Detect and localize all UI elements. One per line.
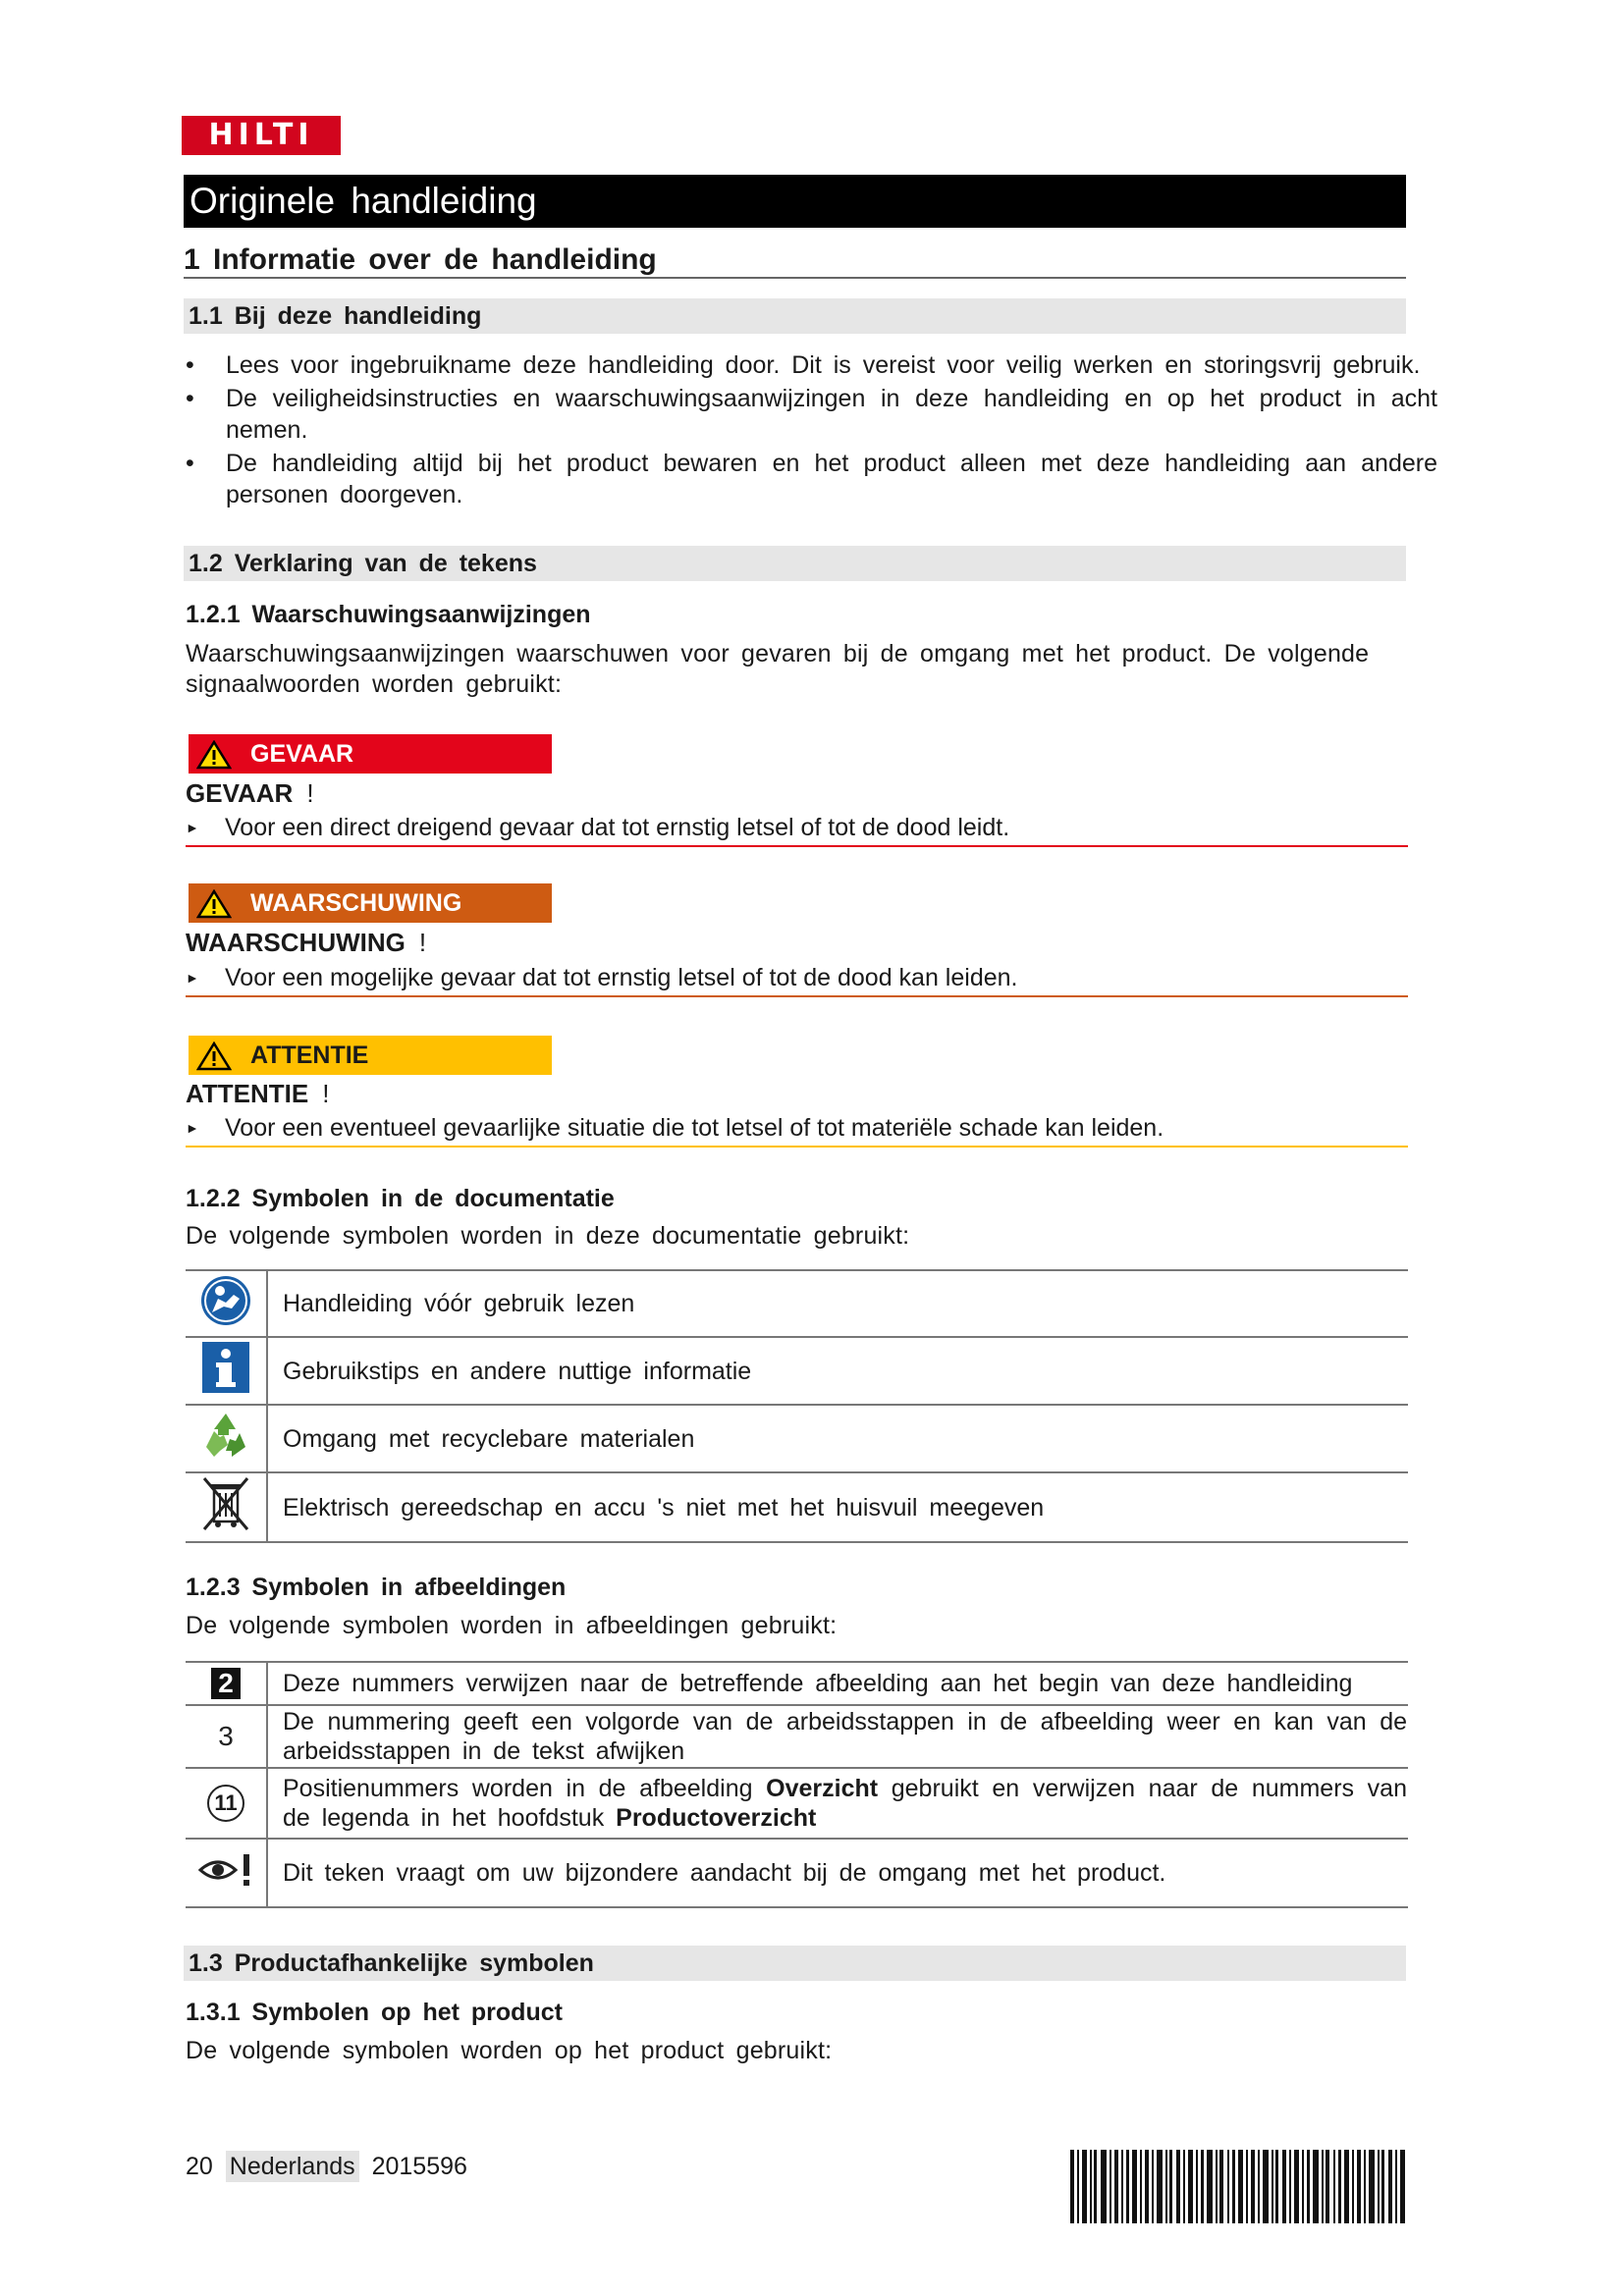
document-number: 2015596	[371, 2153, 467, 2180]
step-number-icon: 3	[186, 1705, 267, 1768]
table-row	[186, 1662, 1408, 1705]
section-1-3-heading: 1.3 Productafhankelijke symbolen	[184, 1946, 1406, 1981]
caution-signal-word: ATTENTIE !	[186, 1079, 330, 1108]
attention-eye-icon	[186, 1839, 267, 1907]
danger-description: ► Voor een direct dreigend gevaar dat tot ernstig letsel of tot de dood leidt.	[186, 812, 1408, 847]
product-symbols-intro: De volgende symbolen worden op het product gebruikt:	[186, 2037, 833, 2064]
info-icon	[186, 1337, 267, 1405]
figure-symbols-table	[186, 1661, 1408, 1908]
table-row	[186, 1839, 1408, 1907]
read-manual-icon	[186, 1270, 267, 1337]
symbol-description: Gebruikstips en andere nuttige informatie	[267, 1337, 1408, 1405]
symbol-description: Omgang met recyclebare materialen	[267, 1405, 1408, 1472]
no-household-waste-icon	[186, 1472, 267, 1542]
page-footer	[186, 2153, 467, 2181]
warning-triangle-icon	[196, 889, 232, 919]
bullet-item: • De veiligheidsinstructies en waarschuwingsaanwijzingen in deze handleiding en op het product in acht nemen.	[186, 385, 1437, 444]
section-1-1-bullets	[186, 349, 1491, 512]
caution-description: ► Voor een eventueel gevaarlijke situatie die tot letsel of tot materiële schade kan leiden.	[186, 1112, 1408, 1148]
subsection-1-3-1-heading: 1.3.1 Symbolen op het product	[186, 1999, 563, 2026]
symbol-description: Deze nummers verwijzen naar de betreffende afbeelding aan het begin van deze handleiding	[267, 1662, 1408, 1705]
doc-symbols-intro: De volgende symbolen worden in deze documentatie gebruikt:	[186, 1222, 910, 1250]
doc-symbols-table	[186, 1269, 1408, 1543]
barcode	[1070, 2150, 1409, 2223]
symbol-description: Handleiding vóór gebruik lezen	[267, 1270, 1408, 1337]
warning-signal-label: WAARSCHUWING	[189, 883, 552, 923]
warning-triangle-icon	[196, 1041, 232, 1071]
warnings-intro: Waarschuwingsaanwijzingen waarschuwen voor gevaren bij de omgang met het product. De volgende signaalwoorden worden gebruikt:	[186, 640, 1370, 698]
danger-signal-label: GEVAAR	[189, 734, 552, 774]
document-title: Originele handleiding	[184, 175, 1406, 228]
bullet-item: • De handleiding altijd bij het product bewaren en het product alleen met deze handleiding aan andere personen doorgeven.	[186, 450, 1437, 508]
figure-number-icon: 2	[186, 1662, 267, 1705]
bullet-item: • Lees voor ingebruikname deze handleiding door. Dit is vereist voor veilig werken en storingsvrij gebruik.	[186, 351, 1421, 379]
subsection-1-2-1-heading: 1.2.1 Waarschuwingsaanwijzingen	[186, 601, 591, 628]
subsection-1-2-3-heading: 1.2.3 Symbolen in afbeeldingen	[186, 1574, 567, 1601]
hilti-logo: HILTI	[182, 116, 341, 155]
recycle-icon	[186, 1405, 267, 1472]
footer-language: Nederlands	[226, 2151, 359, 2182]
section-1-2-heading: 1.2 Verklaring van de tekens	[184, 546, 1406, 581]
section-1-1-heading: 1.1 Bij deze handleiding	[184, 298, 1406, 334]
subsection-1-2-2-heading: 1.2.2 Symbolen in de documentatie	[186, 1185, 615, 1212]
warning-triangle-icon	[196, 740, 232, 770]
page-number: 20	[186, 2153, 213, 2180]
chapter-heading: 1 Informatie over de handleiding	[184, 241, 1406, 279]
figure-symbols-intro: De volgende symbolen worden in afbeeldingen gebruikt:	[186, 1612, 838, 1639]
symbol-description: Positienummers worden in de afbeelding Overzicht gebruikt en verwijzen naar de nummers van de legenda in het hoofdstuk Productoverzicht	[267, 1768, 1408, 1839]
position-number-icon: 11	[186, 1768, 267, 1839]
warning-signal-word: WAARSCHUWING !	[186, 928, 427, 957]
table-row	[186, 1337, 1408, 1405]
table-row	[186, 1768, 1408, 1839]
table-row	[186, 1270, 1408, 1337]
symbol-description: De nummering geeft een volgorde van de arbeidsstappen in de afbeelding weer en kan van de arbeidsstappen in de tekst afwijken	[267, 1705, 1408, 1768]
caution-signal-label: ATTENTIE	[189, 1036, 552, 1075]
table-row	[186, 1405, 1408, 1472]
symbol-description: Dit teken vraagt om uw bijzondere aandacht bij de omgang met het product.	[267, 1839, 1408, 1907]
table-row	[186, 1472, 1408, 1542]
symbol-description: Elektrisch gereedschap en accu 's niet met het huisvuil meegeven	[267, 1472, 1408, 1542]
danger-signal-word: GEVAAR !	[186, 778, 314, 808]
table-row	[186, 1705, 1408, 1768]
warning-description: ► Voor een mogelijke gevaar dat tot ernstig letsel of tot de dood kan leiden.	[186, 962, 1408, 997]
